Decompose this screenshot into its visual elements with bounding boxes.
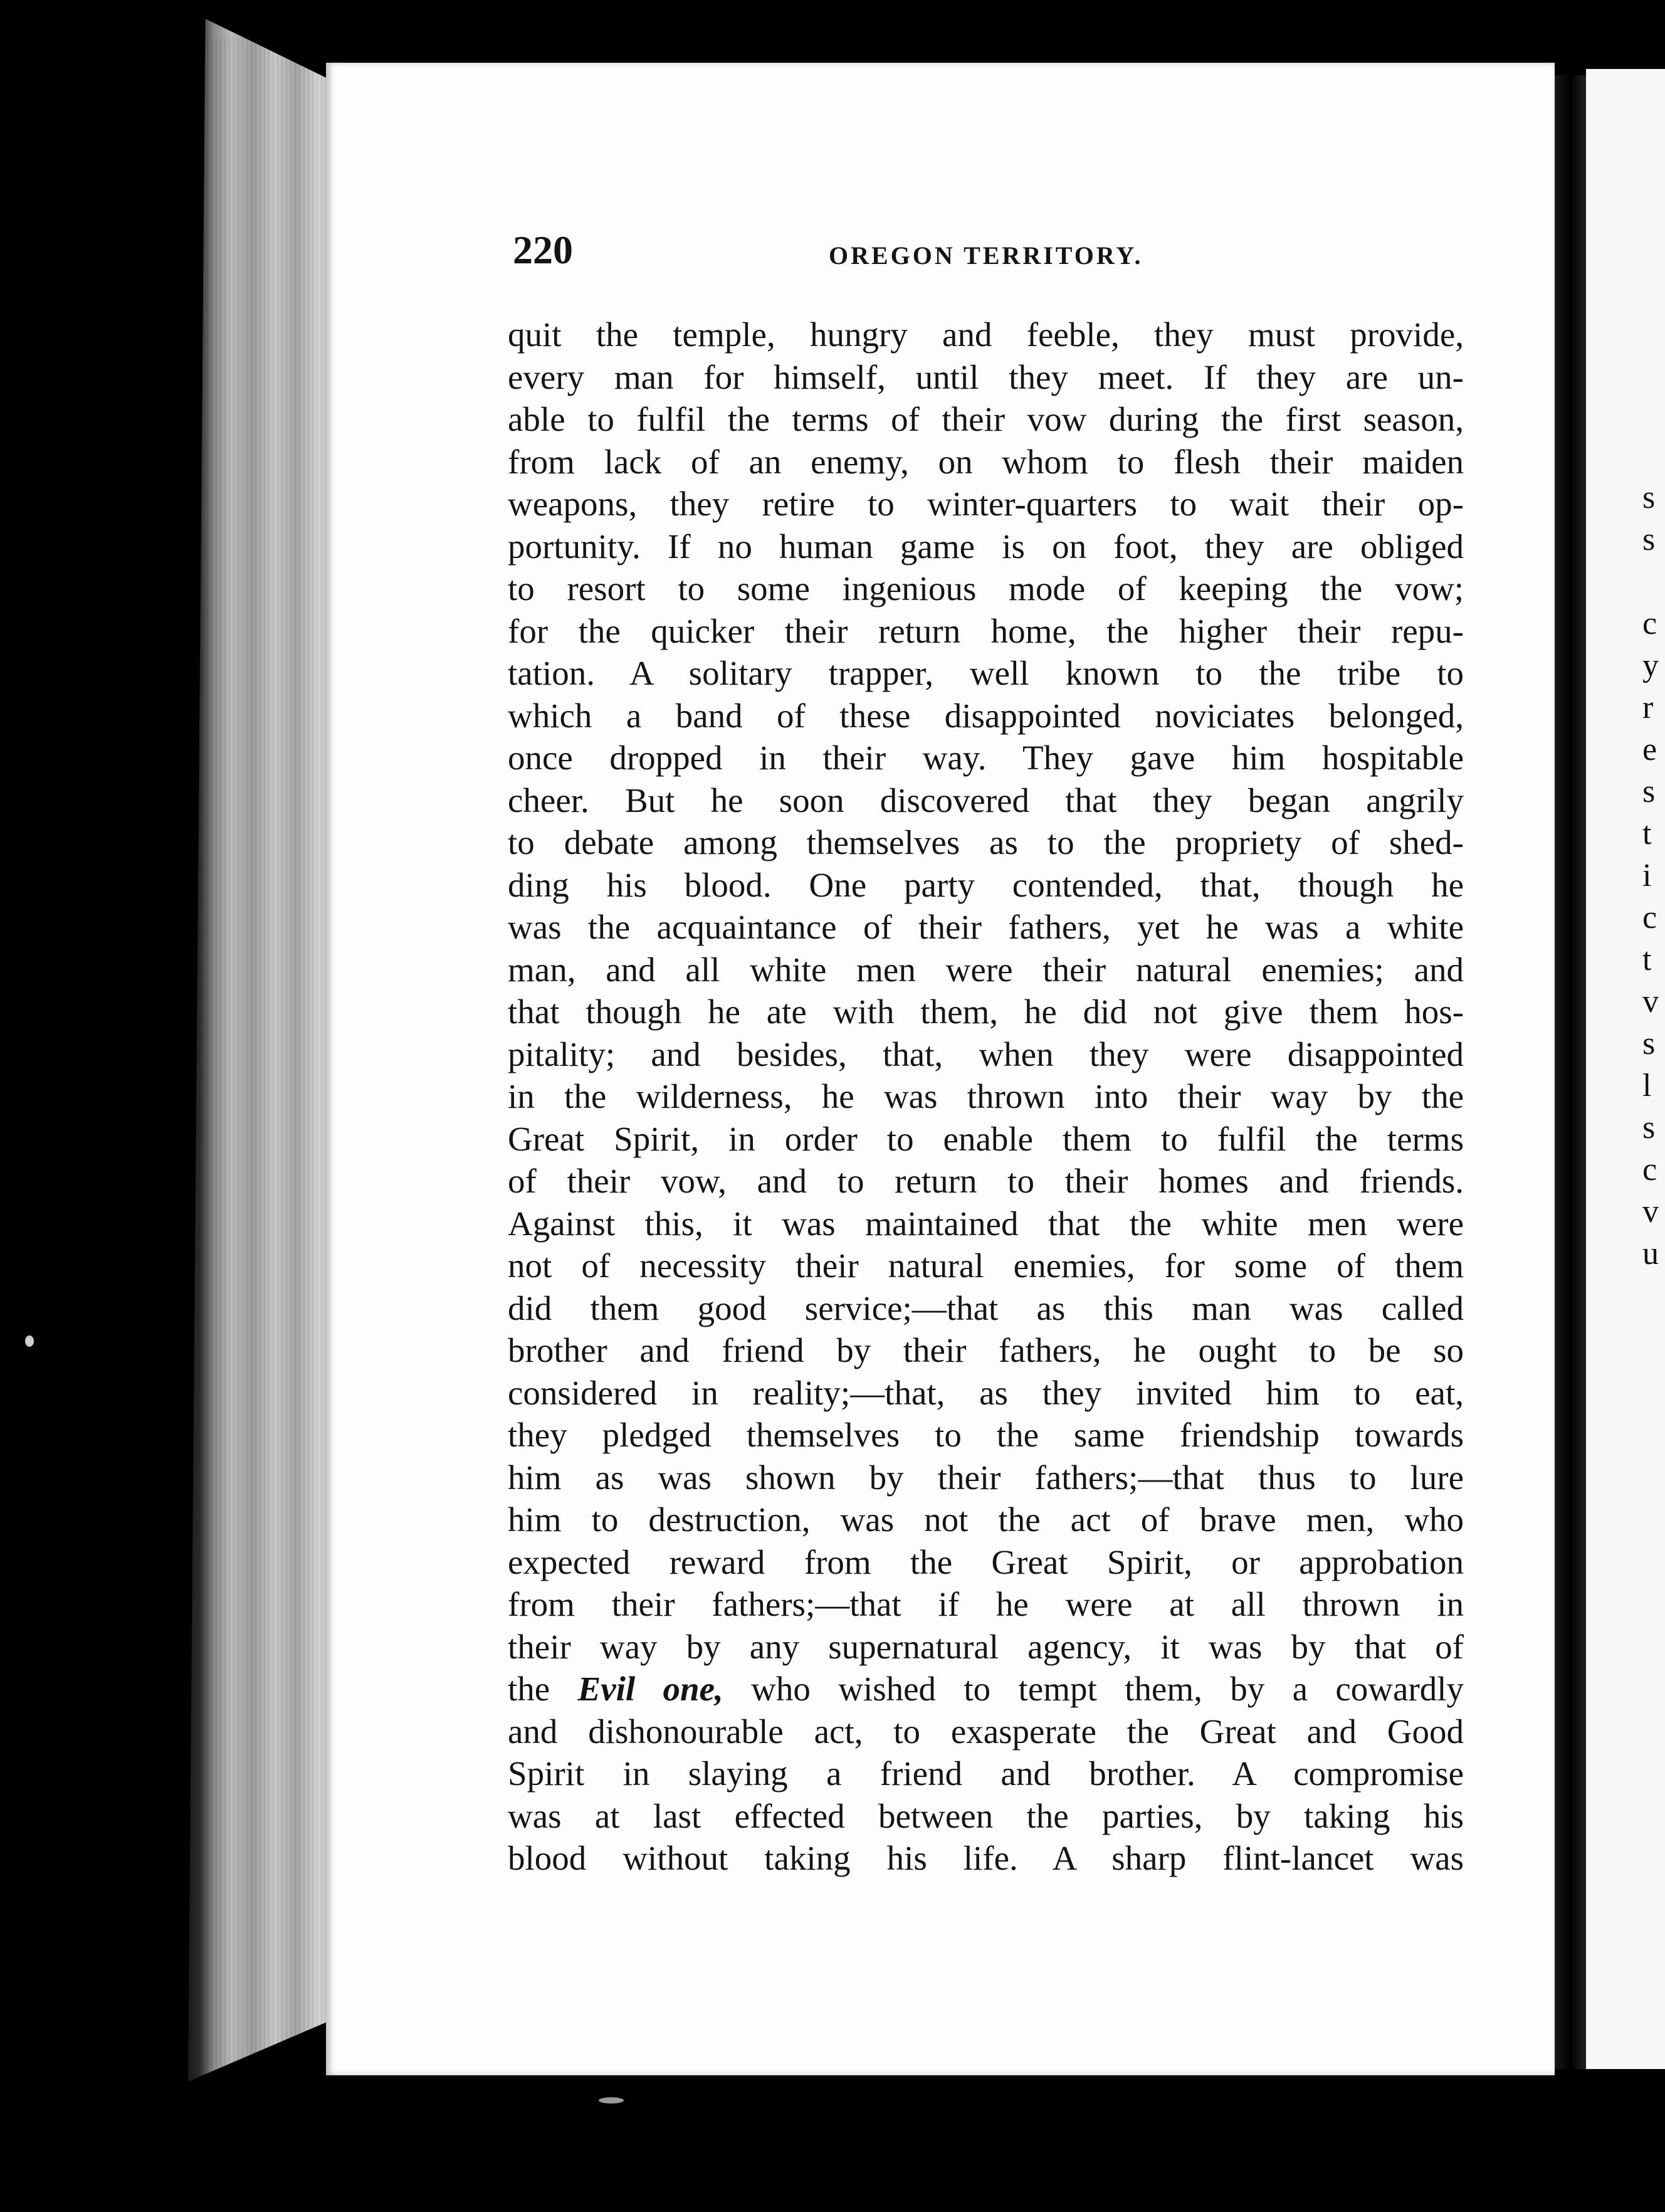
- text-line: blood without taking his life. A sharp flint-lancet was: [508, 1839, 1464, 1877]
- text-line: from lack of an enemy, on whom to flesh their maiden: [508, 442, 1464, 481]
- text-line: quit the temple, hungry and feeble, they must provide,: [508, 315, 1464, 354]
- text-line: did them good service;—that as this man was called: [508, 1288, 1464, 1327]
- adjacent-page-fragment: l: [1642, 1068, 1652, 1103]
- adjacent-page-fragment: s: [1642, 1026, 1656, 1061]
- adjacent-page-fragment: e: [1642, 732, 1657, 767]
- text-line: of their vow, and to return to their homes and friends.: [508, 1162, 1464, 1200]
- adjacent-page-fragment: t: [1642, 942, 1652, 977]
- adjacent-page-fragment: [1642, 561, 1665, 603]
- adjacent-page-fragment: c: [1642, 1152, 1657, 1188]
- text-line: was at last effected between the parties, by taking his: [508, 1796, 1464, 1835]
- text-line: that though he ate with them, he did not give them hos-: [508, 993, 1464, 1031]
- adjacent-page-fragment: i: [1642, 858, 1652, 893]
- text-line: was the acquaintance of their fathers, yet he was a white: [508, 908, 1464, 946]
- text-line: cheer. But he soon discovered that they began angrily: [508, 781, 1464, 819]
- text-line: for the quicker their return home, the higher their repu-: [508, 611, 1464, 650]
- adjacent-page-fragment: r: [1642, 690, 1654, 725]
- adjacent-page-fragment: u: [1642, 1236, 1659, 1272]
- adjacent-page-fragment: s: [1642, 774, 1656, 809]
- text-line: him as was shown by their fathers;—that thus to lure: [508, 1458, 1464, 1497]
- text-line: not of necessity their natural enemies, for some of them: [508, 1246, 1464, 1285]
- text-line: man, and all white men were their natural enemies; and: [508, 950, 1464, 989]
- text-line: tation. A solitary trapper, well known to the tribe to: [508, 654, 1464, 692]
- text-line: him to destruction, was not the act of brave men, who: [508, 1500, 1464, 1539]
- text-line: which a band of these disappointed noviciates belonged,: [508, 696, 1464, 735]
- scan-speck: [599, 2097, 624, 2104]
- book-page-edge-lines: [207, 38, 326, 2069]
- adjacent-page-fragment: s: [1642, 480, 1656, 515]
- page-body-text: [508, 313, 1464, 1880]
- text-line: to resort to some ingenious mode of keeping the vow;: [508, 569, 1464, 608]
- text-line: ding his blood. One party contended, that, though he: [508, 865, 1464, 904]
- adjacent-page-fragment: y: [1642, 648, 1659, 683]
- text-line: weapons, they retire to winter-quarters to wait their op-: [508, 485, 1464, 523]
- text-line: Against this, it was maintained that the white men were: [508, 1204, 1464, 1243]
- text-line: from their fathers;—that if he were at all thrown in: [508, 1585, 1464, 1623]
- adjacent-page-fragment: c: [1642, 606, 1657, 641]
- text-line: Spirit in slaying a friend and brother. A compromise: [508, 1754, 1464, 1793]
- text-line: Great Spirit, in order to enable them to fulfil the terms: [508, 1119, 1464, 1158]
- text-line: in the wilderness, he was thrown into their way by the: [508, 1077, 1464, 1115]
- text-line-evil-one: [508, 1668, 1464, 1710]
- adjacent-page-fragment: v: [1642, 1194, 1659, 1230]
- adjacent-page-fragment: s: [1642, 522, 1656, 557]
- page-number: 220: [513, 228, 573, 272]
- text-line: to debate among themselves as to the propriety of shed-: [508, 823, 1464, 861]
- text-fragment: who wished to tempt them, by a cowardly: [723, 1670, 1464, 1708]
- running-head: OREGON TERRITORY.: [829, 241, 1143, 270]
- adjacent-page-text-fragments: [1642, 477, 1665, 1275]
- text-line: expected reward from the Great Spirit, or approbation: [508, 1542, 1464, 1581]
- book-gutter: [1555, 75, 1586, 2069]
- adjacent-page-fragment: c: [1642, 900, 1657, 935]
- scan-speck: [25, 1335, 34, 1347]
- text-fragment: the: [508, 1670, 578, 1708]
- text-line: portunity. If no human game is on foot, they are obliged: [508, 527, 1464, 566]
- text-line: brother and friend by their fathers, he ought to be so: [508, 1331, 1464, 1369]
- text-line: considered in reality;—that, as they invited him to eat,: [508, 1373, 1464, 1412]
- text-line: pitality; and besides, that, when they were disappointed: [508, 1035, 1464, 1073]
- adjacent-page-fragment: s: [1642, 1110, 1656, 1146]
- text-line: they pledged themselves to the same friendship towards: [508, 1416, 1464, 1454]
- adjacent-page-fragment: t: [1642, 816, 1652, 851]
- text-line: their way by any supernatural agency, it was by that of: [508, 1627, 1464, 1666]
- adjacent-page-fragment: v: [1642, 984, 1659, 1019]
- text-line: able to fulfil the terms of their vow during the first season,: [508, 400, 1464, 438]
- text-line: once dropped in their way. They gave him hospitable: [508, 739, 1464, 777]
- italic-phrase: Evil one,: [577, 1670, 723, 1708]
- text-line: every man for himself, until they meet. If they are un-: [508, 357, 1464, 396]
- text-line: and dishonourable act, to exasperate the Great and Good: [508, 1712, 1464, 1751]
